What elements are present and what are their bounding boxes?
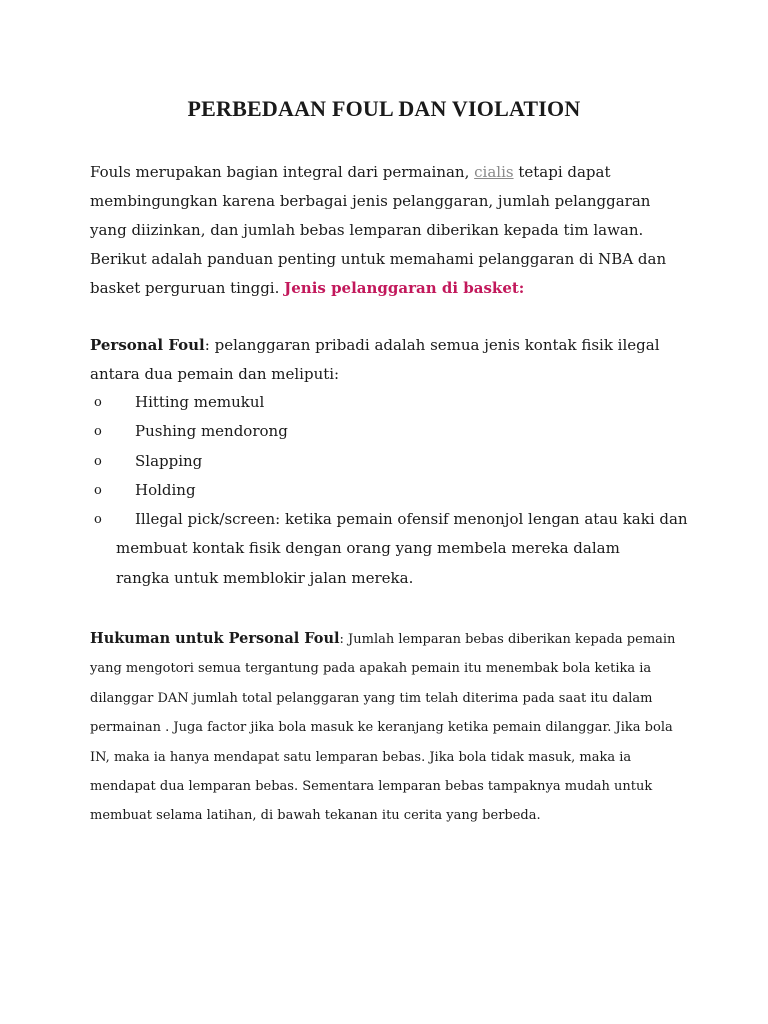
list-item-continuation: membuat kontak fisik dengan orang yang membela mereka dalam rangka untuk memblokir jalan mereka. bbox=[116, 539, 620, 587]
foul-types-heading: Jenis pelanggaran di basket: bbox=[284, 279, 525, 297]
list-item bbox=[0, 417, 768, 446]
list-item-text: Slapping bbox=[135, 451, 203, 470]
intro-paragraph bbox=[90, 158, 680, 303]
foul-list bbox=[0, 388, 768, 534]
list-item bbox=[0, 388, 768, 417]
list-item bbox=[0, 447, 768, 476]
list-item-text: Pushing mendorong bbox=[135, 422, 288, 441]
cialis-link[interactable]: cialis bbox=[474, 163, 514, 181]
penalty-paragraph bbox=[90, 624, 690, 831]
penalty-text: : Jumlah lemparan bebas diberikan kepada pemain yang mengotori semua tergantung pada apakah pemain itu menembak bola ketika ia dilanggar DAN jumlah total pelanggaran yang tim telah diterima pada saat itu dalam permainan . Juga factor jika bola masuk ke keranjang ketika pemain dilanggar. Jika bola IN, maka ia hanya mendapat satu lemparan bebas. Jika bola tidak masuk, maka ia mendapat dua lemparan bebas. Sementara lemparan bebas tampaknya mudah untuk membuat selama latihan, di bawah tekanan itu cerita yang berbeda. bbox=[90, 632, 676, 824]
list-item-text: Hitting memukul bbox=[135, 393, 265, 411]
bullet-icon: o bbox=[94, 512, 102, 528]
list-item-text: Illegal pick/screen: ketika pemain ofensif menonjol lengan atau kaki dan bbox=[135, 510, 688, 529]
bullet-icon: o bbox=[94, 395, 102, 410]
personal-foul-text: : pelanggaran pribadi adalah semua jenis kontak fisik ilegal antara dua pemain dan meliputi: bbox=[90, 336, 660, 383]
personal-foul-heading: Personal Foul bbox=[90, 336, 205, 354]
list-item bbox=[0, 476, 768, 505]
bullet-icon: o bbox=[94, 482, 102, 498]
personal-foul-paragraph bbox=[90, 331, 680, 389]
intro-text-start: Fouls merupakan bagian integral dari permainan, bbox=[90, 163, 475, 181]
penalty-heading: Hukuman untuk Personal Foul bbox=[90, 630, 340, 647]
list-item bbox=[0, 505, 768, 534]
list-item-text: Holding bbox=[135, 480, 196, 499]
page-title: PERBEDAAN FOUL DAN VIOLATION bbox=[187, 96, 581, 121]
bullet-icon: o bbox=[94, 453, 102, 469]
intro-text-end: tetapi dapat membingungkan karena berbagai jenis pelanggaran, jumlah pelanggaran yang diizinkan, dan jumlah bebas lemparan diberikan kepada tim lawan. Berikut adalah panduan penting untuk memahami pelanggaran di NBA dan basket perguruan tinggi. bbox=[90, 163, 667, 297]
bullet-icon: o bbox=[94, 424, 102, 440]
